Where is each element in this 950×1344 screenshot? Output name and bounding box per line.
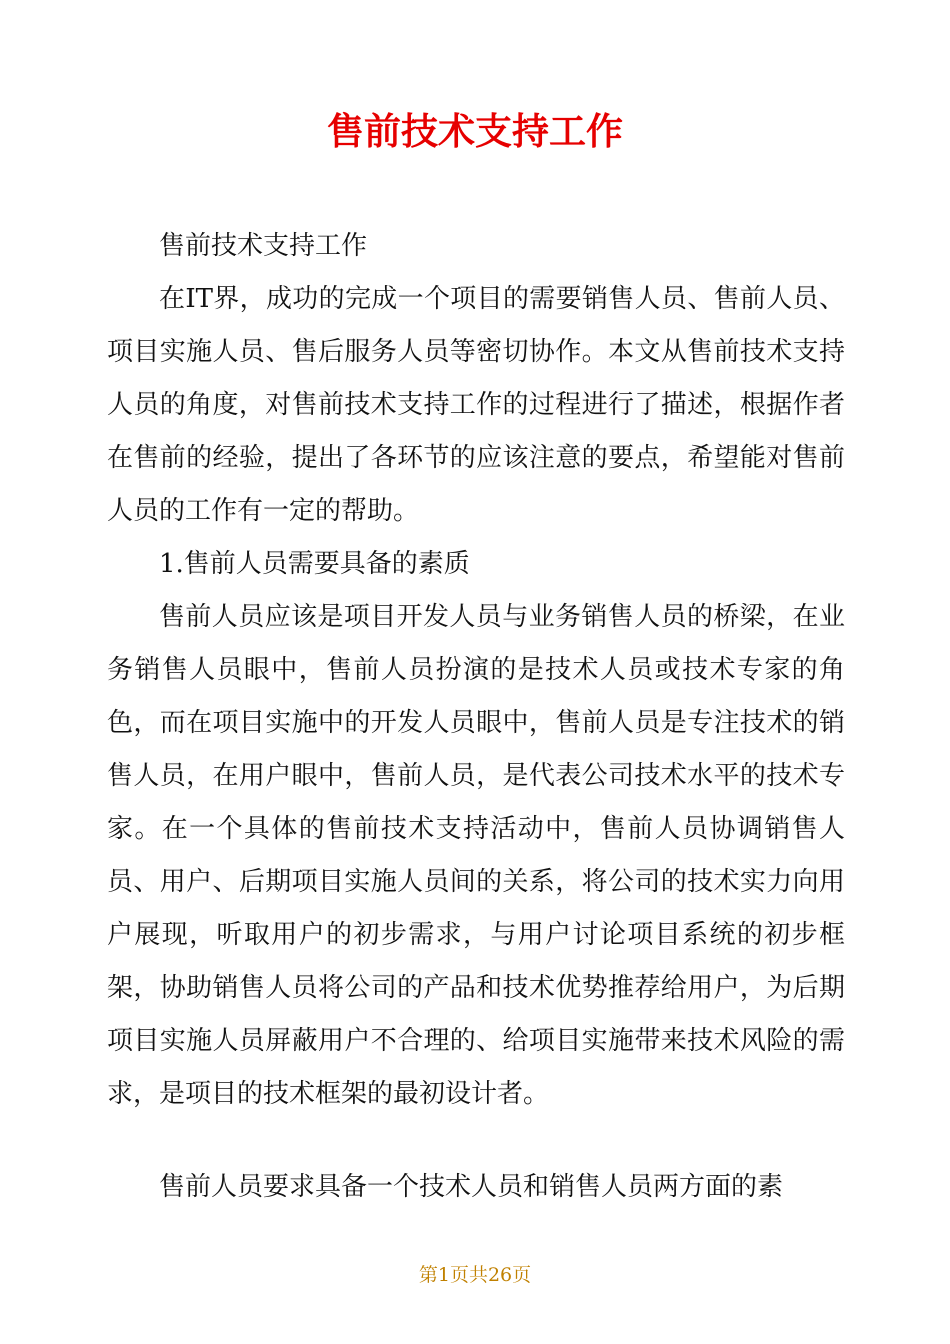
paragraph-intro: 在IT界，成功的完成一个项目的需要销售人员、售前人员、项目实施人员、售后服务人员等密切协作。本文从售前技术支持人员的角度，对售前技术支持工作的过程进行了描述，根据作者在售前的经验，提出了各环节的应该注意的要点，希望能对售前人员的工作有一定的帮助。	[107, 284, 845, 526]
paragraph-continued: 售前人员要求具备一个技术人员和销售人员两方面的素	[159, 1172, 784, 1202]
page-number-footer: 第1页共26页	[418, 1264, 532, 1286]
document-title: 售前技术支持工作	[327, 110, 623, 153]
paragraph-section-1: 售前人员应该是项目开发人员与业务销售人员的桥梁，在业务销售人员眼中，售前人员扮演的是技术人员或技术专家的角色，而在项目实施中的开发人员眼中，售前人员是专注技术的销售人员，在用户眼中，售前人员，是代表公司技术水平的技术专家。在一个具体的售前技术支持活动中，售前人员协调销售人员、用户、后期项目实施人员间的关系，将公司的技术实力向用户展现，听取用户的初步需求，与用户讨论项目系统的初步框架，协助销售人员将公司的产品和技术优势推荐给用户，为后期项目实施人员屏蔽用户不合理的、给项目实施带来技术风险的需求，是项目的技术框架的最初设计者。	[107, 602, 845, 1109]
section-heading-1: 1.售前人员需要具备的素质	[159, 549, 470, 579]
paragraph-heading: 售前技术支持工作	[159, 231, 368, 261]
document-body	[107, 220, 845, 1214]
